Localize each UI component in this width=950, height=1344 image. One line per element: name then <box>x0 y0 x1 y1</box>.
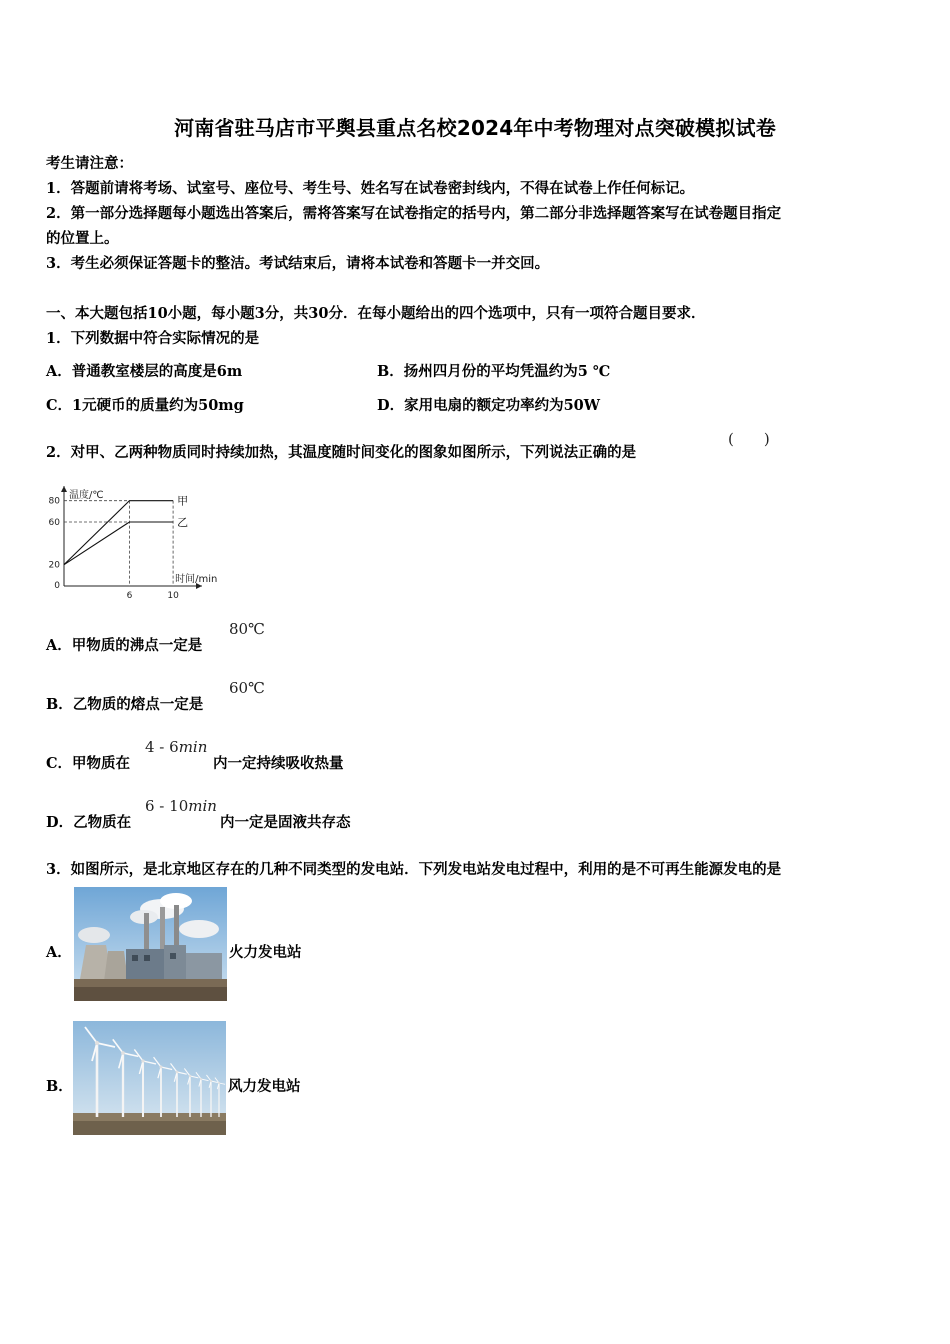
q1-stem: 1．下列数据中符合实际情况的是 <box>46 330 260 347</box>
q2-answer-blank: ( ) <box>728 430 770 448</box>
series-line-2 <box>64 522 173 565</box>
q2-option-d-math-num: 6 - 10 <box>145 797 189 815</box>
q2-option-d-math-unit: min <box>188 797 217 815</box>
q3-stem: 3．如图所示，是北京地区存在的几种不同类型的发电站．下列发电站发电过程中，利用的是不可再生能源发电的是 <box>46 861 782 878</box>
q2-option-b-label: B．乙物质的熔点一定是 <box>46 696 204 713</box>
q2-stem: 2．对甲、乙两种物质同时持续加热，其温度随时间变化的图象如图所示，下列说法正确的是 <box>46 444 637 461</box>
x-tick-label-6: 6 <box>126 591 133 601</box>
q1-option-a: A．普通教室楼层的高度是6m <box>46 363 243 380</box>
series-line-1 <box>64 501 173 565</box>
q2-option-c-math-unit: min <box>178 738 208 756</box>
q2-option-c-label: C．甲物质在 <box>46 755 131 772</box>
q2-option-d-math <box>145 797 217 815</box>
notice-heading: 考生请注意： <box>46 155 133 172</box>
q2-option-c-tail: 内一定持续吸收热量 <box>213 755 344 772</box>
q2-option-a-math: 80℃ <box>229 620 265 638</box>
origin-label: 0 <box>54 581 60 591</box>
x-tick-label-10: 10 <box>167 591 179 601</box>
q1-option-b: B．扬州四月份的平均凭温约为5 ℃ <box>377 363 611 380</box>
y-axis-label: 温度/℃ <box>69 490 104 501</box>
page-title: 河南省驻马店市平舆县重点名校2024年中考物理对点突破模拟试卷 <box>174 116 776 140</box>
q3-option-a-label: 火力发电站 <box>229 944 302 961</box>
wind-power-station-image <box>73 1021 226 1135</box>
q2-option-a-label: A．甲物质的沸点一定是 <box>46 637 203 654</box>
q2-option-d-label: D．乙物质在 <box>46 814 132 831</box>
q1-option-d: D．家用电扇的额定功率约为50W <box>377 397 601 414</box>
y-tick-label-60: 60 <box>48 518 60 528</box>
q2-option-c-math-num: 4 - 6 <box>145 738 179 756</box>
notice-item-2-cont: 的位置上。 <box>46 230 119 247</box>
q2-option-b-math: 60℃ <box>229 679 265 697</box>
series-label-1: 甲 <box>177 494 189 508</box>
notice-item-3: 3．考生必须保证答题卡的整洁。考试结束后，请将本试卷和答题卡一并交回。 <box>46 255 550 272</box>
y-axis-arrow <box>61 486 67 492</box>
y-tick-label-20: 20 <box>48 560 60 571</box>
q2-option-d-tail: 内一定是固液共存态 <box>220 814 351 831</box>
temperature-time-chart <box>44 482 219 602</box>
x-axis-label: 时间/min <box>175 574 218 585</box>
series-label-2: 乙 <box>177 516 189 529</box>
q3-option-b-label: 风力发电站 <box>228 1078 301 1095</box>
q2-option-c-math <box>145 738 207 756</box>
q1-option-c: C．1元硬币的质量约为50mg <box>46 397 244 414</box>
thermal-power-plant-image <box>74 887 227 1001</box>
notice-item-2: 2．第一部分选择题每小题选出答案后，需将答案写在试卷指定的括号内，第二部分非选择题答案写在试卷题目指定 <box>46 205 782 222</box>
notice-item-1: 1．答题前请将考场、试室号、座位号、考生号、姓名写在试卷密封线内，不得在试卷上作任何标记。 <box>46 180 695 197</box>
section-heading: 一、本大题包括10小题，每小题3分，共30分．在每小题给出的四个选项中，只有一项符合题目要求． <box>46 305 706 322</box>
y-tick-label-80: 80 <box>48 496 60 507</box>
q3-option-b-letter: B． <box>46 1078 73 1095</box>
q3-option-a-letter: A． <box>46 944 72 961</box>
